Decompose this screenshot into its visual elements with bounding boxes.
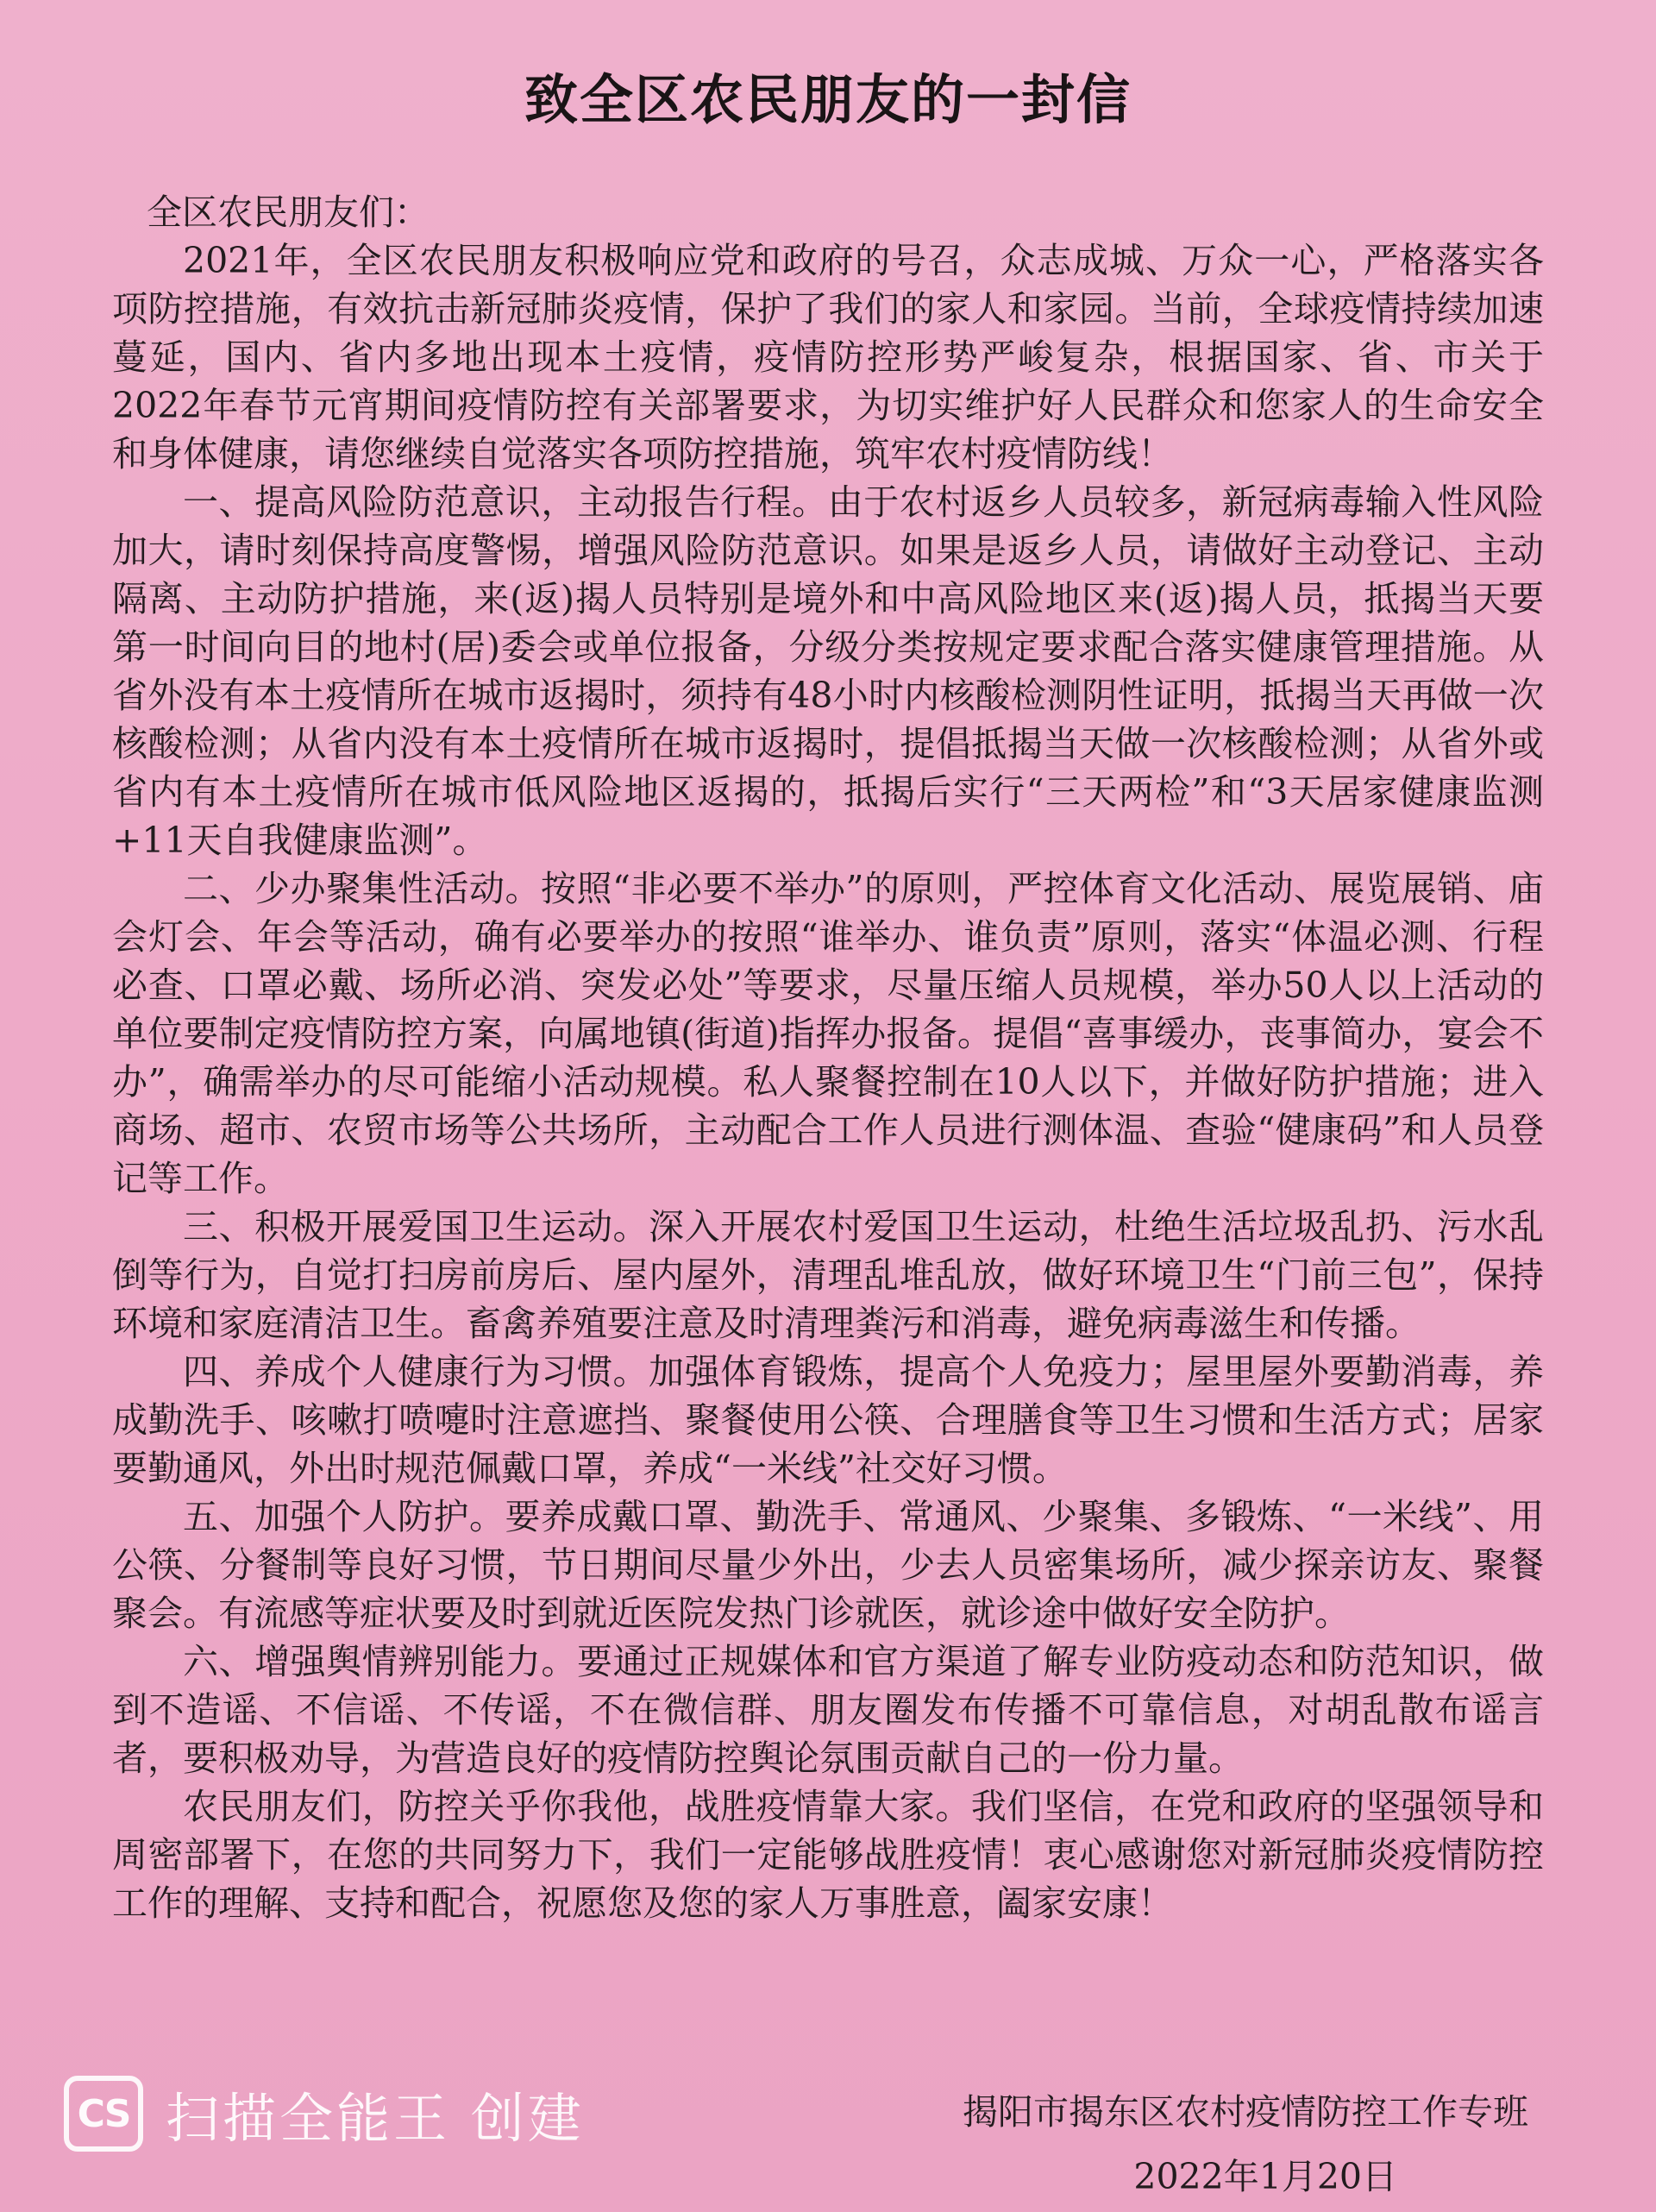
paragraph-item-6: 六、增强舆情辨别能力。要通过正规媒体和官方渠道了解专业防疫动态和防范知识，做到不造谣、不信谣、不传谣，不在微信群、朋友圈发布传播不可靠信息，对胡乱散布谣言者，要积极劝导，为营造良好的疫情防控舆论氛围贡献自己的一份力量。: [112, 1641, 1544, 1779]
letter-body: [112, 188, 1544, 1927]
paragraph-closing: 农民朋友们，防控关乎你我他，战胜疫情靠大家。我们坚信，在党和政府的坚强领导和周密部署下，在您的共同努力下，我们一定能够战胜疫情！衷心感谢您对新冠肺炎疫情防控工作的理解、支持和配合，祝愿您及您的家人万事胜意，阖家安康！: [112, 1786, 1544, 1924]
watermark-text: 扫描全能王 创建: [166, 2086, 585, 2150]
camscanner-logo-icon: CS: [64, 2076, 143, 2152]
paragraph-intro: 2021年，全区农民朋友积极响应党和政府的号召，众志成城、万众一心，严格落实各项防控措施，有效抗击新冠肺炎疫情，保护了我们的家人和家园。当前，全球疫情持续加速蔓延，国内、省内多地出现本土疫情，疫情防控形势严峻复杂，根据国家、省、市关于2022年春节元宵期间疫情防控有关部署要求，为切实维护好人民群众和您家人的生命安全和身体健康，请您继续自觉落实各项防控措施，筑牢农村疫情防线！: [112, 240, 1544, 474]
paragraph-item-2: 二、少办聚集性活动。按照“非必要不举办”的原则，严控体育文化活动、展览展销、庙会灯会、年会等活动，确有必要举办的按照“谁举办、谁负责”原则，落实“体温必测、行程必查、口罩必戴、场所必消、突发必处”等要求，尽量压缩人员规模，举办50人以上活动的单位要制定疫情防控方案，向属地镇(街道)指挥办报备。提倡“喜事缓办，丧事简办，宴会不办”，确需举办的尽可能缩小活动规模。私人聚餐控制在10人以下，并做好防护措施；进入商场、超市、农贸市场等公共场所，主动配合工作人员进行测体温、查验“健康码”和人员登记等工作。: [112, 868, 1544, 1199]
signature-organization: 揭阳市揭东区农村疫情防控工作专班: [963, 2091, 1528, 2133]
paragraph-item-1: 一、提高风险防范意识，主动报告行程。由于农村返乡人员较多，新冠病毒输入性风险加大，请时刻保持高度警惕，增强风险防范意识。如果是返乡人员，请做好主动登记、主动隔离、主动防护措施，来(返)揭人员特别是境外和中高风险地区来(返)揭人员，抵揭当天要第一时间向目的地村(居)委会或单位报备，分级分类按规定要求配合落实健康管理措施。从省外没有本土疫情所在城市返揭时，须持有48小时内核酸检测阴性证明，抵揭当天再做一次核酸检测；从省内没有本土疫情所在城市返揭时，提倡抵揭当天做一次核酸检测；从省外或省内有本土疫情所在城市低风险地区返揭的，抵揭后实行“三天两检”和“3天居家健康监测+11天自我健康监测”。: [112, 481, 1544, 861]
paragraph-item-4: 四、养成个人健康行为习惯。加强体育锻炼，提高个人免疫力；屋里屋外要勤消毒，养成勤洗手、咳嗽打喷嚏时注意遮挡、聚餐使用公筷、合理膳食等卫生习惯和生活方式；居家要勤通风，外出时规范佩戴口罩，养成“一米线”社交好习惯。: [112, 1351, 1544, 1489]
signature-date: 2022年1月20日: [1133, 2156, 1397, 2197]
salutation: 全区农民朋友们：: [147, 192, 430, 233]
paragraph-item-3: 三、积极开展爱国卫生运动。深入开展农村爱国卫生运动，杜绝生活垃圾乱扔、污水乱倒等行为，自觉打扫房前房后、屋内屋外，清理乱堆乱放，做好环境卫生“门前三包”，保持环境和家庭清洁卫生。畜禽养殖要注意及时清理粪污和消毒，避免病毒滋生和传播。: [112, 1206, 1544, 1344]
letter-title: 致全区农民朋友的一封信: [524, 68, 1132, 131]
scanner-watermark: [64, 2072, 585, 2155]
paragraph-item-5: 五、加强个人防护。要养成戴口罩、勤洗手、常通风、少聚集、多锻炼、“一米线”、用公筷、分餐制等良好习惯，节日期间尽量少外出，少去人员密集场所，减少探亲访友、聚餐聚会。有流感等症状要及时到就近医院发热门诊就医，就诊途中做好安全防护。: [112, 1496, 1544, 1634]
